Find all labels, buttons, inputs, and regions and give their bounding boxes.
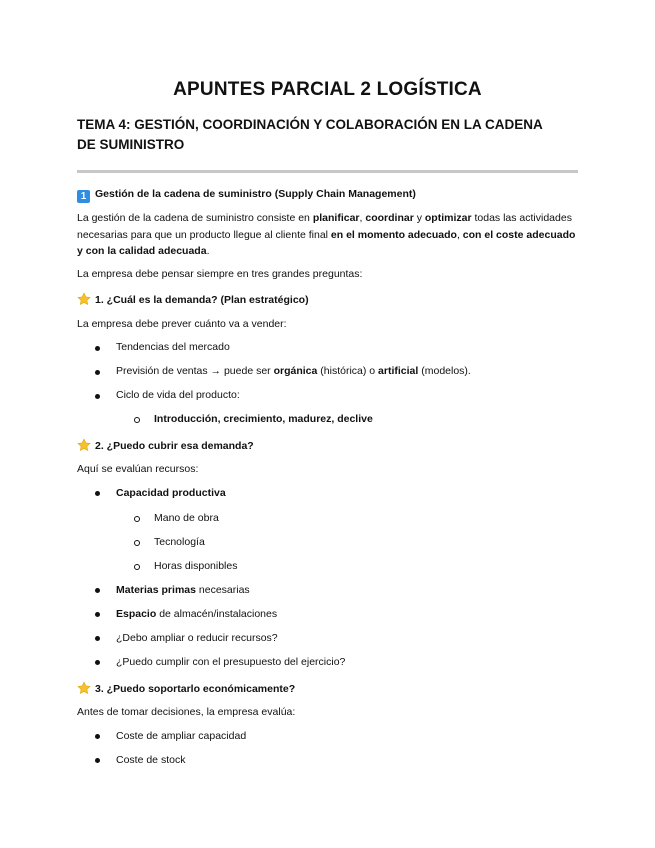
document-title: APUNTES PARCIAL 2 LOGÍSTICA [173, 79, 482, 100]
intro-text: , [359, 212, 366, 224]
bullet-icon [95, 491, 100, 496]
intro-text: y [413, 212, 425, 224]
star-icon [77, 438, 91, 452]
intro-bold: coordinar [365, 212, 414, 224]
bullet-icon [95, 346, 100, 351]
intro-text: , [456, 228, 463, 241]
sub-bullet-icon [134, 417, 140, 423]
star-icon [77, 681, 91, 695]
bullet-icon [95, 394, 100, 399]
intro-bold: planificar [312, 212, 360, 224]
question-2-heading-text: 2. ¿Puedo cubrir esa demanda? [95, 440, 254, 452]
sub-list-item: Tecnología [154, 536, 205, 548]
list-item-text: de almacén/instalaciones [156, 608, 278, 620]
bullet-icon [95, 734, 100, 739]
question-2-heading [77, 438, 254, 452]
question-1-intro: La empresa debe prever cuánto va a vender: [77, 318, 287, 330]
list-item: Tendencias del mercado [116, 341, 230, 353]
question-3-intro: Antes de tomar decisiones, la empresa evalúa: [77, 706, 296, 718]
list-item: ¿Puedo cumplir con el presupuesto del ejercicio? [116, 656, 346, 668]
bullet-icon [95, 636, 100, 641]
list-item [116, 365, 471, 377]
bullet-icon [95, 660, 100, 665]
bullet-icon [95, 588, 100, 593]
sub-list-item: Introducción, crecimiento, madurez, declive [154, 413, 373, 425]
question-3-heading-text: 3. ¿Puedo soportarlo económicamente? [95, 683, 296, 695]
sub-bullet-icon [134, 516, 140, 522]
list-item: Capacidad productiva [116, 487, 226, 499]
list-item-text: (modelos). [418, 365, 471, 377]
section-1-heading-text: Gestión de la cadena de suministro (Supply Chain Management) [95, 188, 416, 200]
section-1-intro [77, 210, 582, 260]
keycap-one-icon: 1 [77, 190, 90, 203]
bullet-icon [95, 612, 100, 617]
intro-bold: optimizar [424, 212, 472, 224]
list-item-bold: Espacio [116, 608, 157, 620]
section-1-heading [77, 188, 416, 203]
list-item-bold: orgánica [273, 365, 318, 377]
question-3-heading [77, 681, 295, 695]
sub-bullet-icon [134, 540, 140, 546]
list-item-text: (histórica) o [317, 365, 379, 377]
list-item: Coste de stock [116, 754, 186, 766]
intro-text: . [206, 245, 210, 257]
question-1-heading [77, 292, 309, 306]
sub-list-item: Horas disponibles [154, 560, 238, 572]
question-2-intro: Aquí se evalúan recursos: [77, 463, 199, 475]
horizontal-divider [77, 170, 578, 173]
bullet-icon [95, 758, 100, 763]
bullet-icon [95, 370, 100, 375]
question-1-heading-text: 1. ¿Cuál es la demanda? (Plan estratégico) [95, 294, 309, 306]
intro-text: todas las actividades necesarias para que un producto llegue al cliente final [77, 212, 572, 241]
document-subtitle: TEMA 4: GESTIÓN, COORDINACIÓN Y COLABORACIÓN EN LA CADENA DE SUMINISTRO [77, 117, 543, 152]
list-item: ¿Debo ampliar o reducir recursos? [116, 632, 278, 644]
section-1-lead: La empresa debe pensar siempre en tres grandes preguntas: [77, 268, 363, 280]
intro-bold: en el momento adecuado [330, 228, 457, 241]
list-item-text: Previsión de ventas → puede ser [116, 365, 274, 377]
sub-list-item: Mano de obra [154, 512, 219, 524]
list-item [116, 584, 250, 596]
intro-text: La gestión de la cadena de suministro consiste en [77, 212, 313, 224]
star-icon [77, 292, 91, 306]
list-item-bold: Materias primas [116, 584, 196, 596]
intro-bold: con el coste adecuado y con la calidad adecuada [77, 228, 576, 257]
list-item: Ciclo de vida del producto: [116, 389, 240, 401]
list-item [116, 608, 277, 620]
list-item-bold: artificial [378, 365, 419, 377]
list-item-text: necesarias [195, 584, 250, 596]
sub-bullet-icon [134, 564, 140, 570]
list-item: Coste de ampliar capacidad [116, 730, 247, 742]
